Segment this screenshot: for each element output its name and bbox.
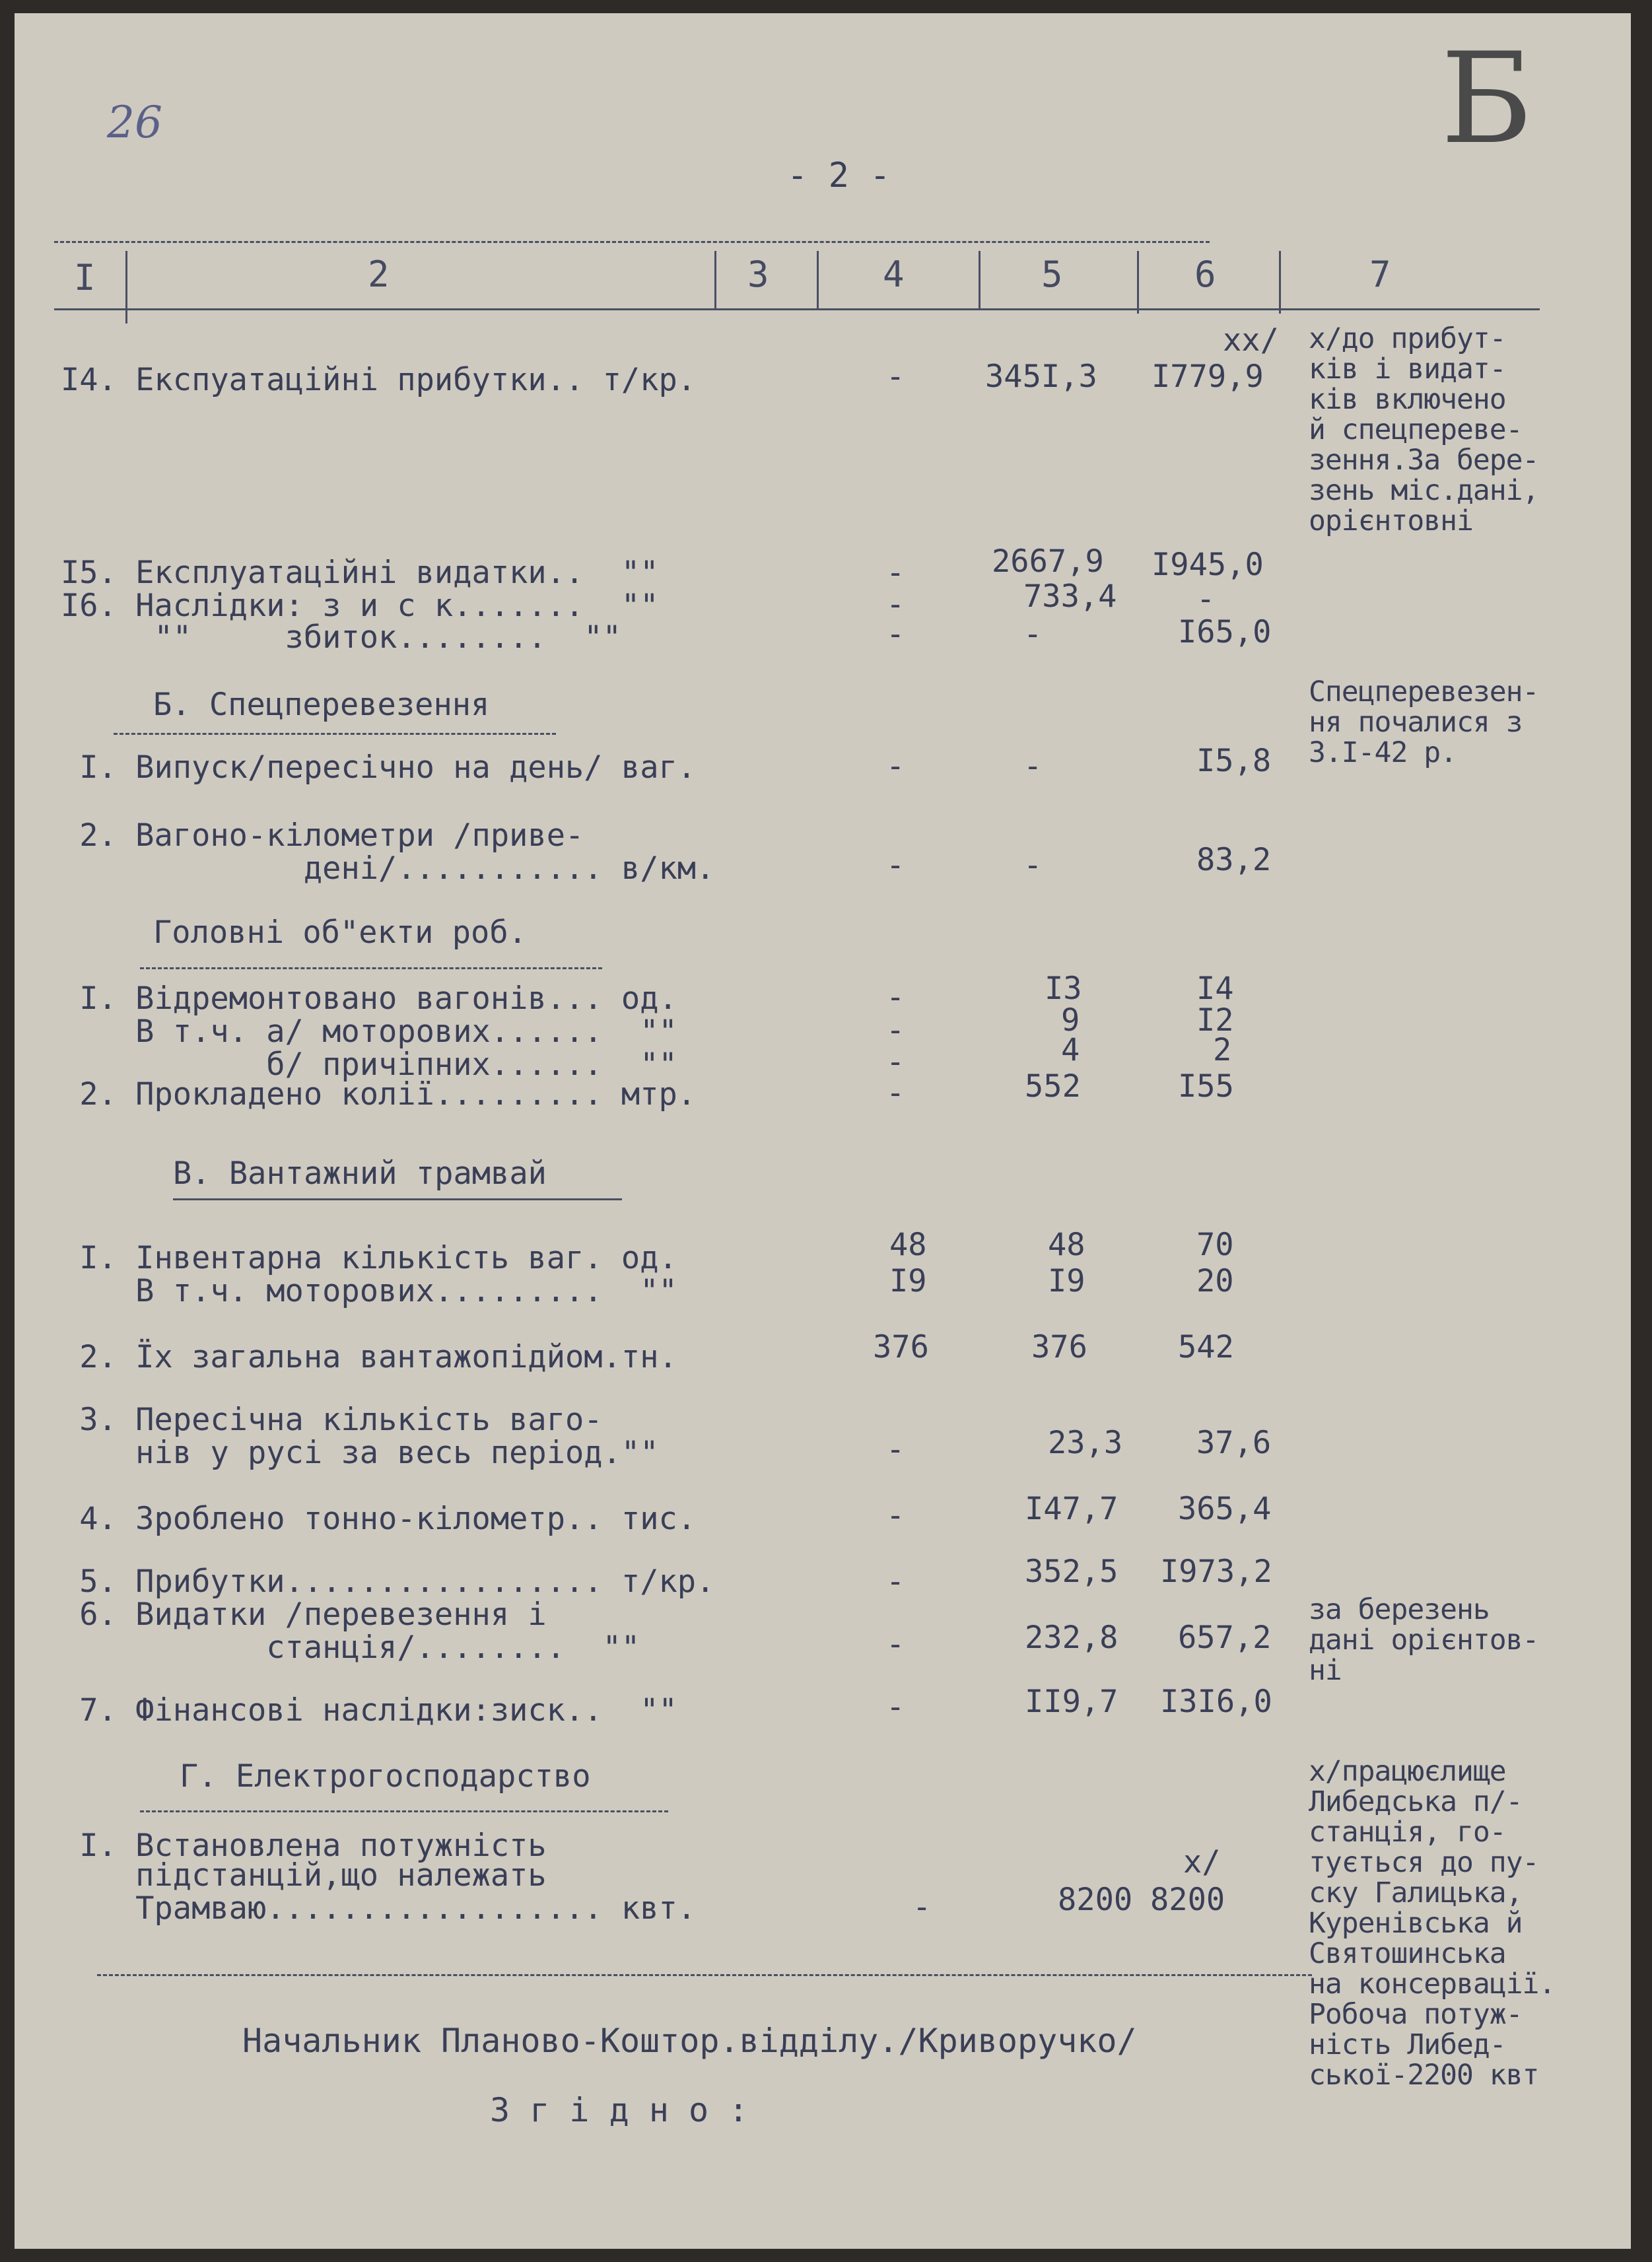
col-divider-4	[979, 251, 981, 310]
row-o2-label: 2. Прокладено колії......... мтр.	[61, 1076, 697, 1113]
row-o1a-col5: 9	[1061, 1002, 1080, 1039]
row-b1-col5: -	[1023, 748, 1043, 784]
row-g1-col6: 8200	[1150, 1882, 1225, 1918]
row-b1-label: I. Випуск/пересічно на день/ ваг.	[61, 749, 697, 786]
row-g1-col5: 8200	[1058, 1882, 1133, 1918]
row-v4-label: 4. Зроблено тонно-кілометр.. тис.	[61, 1501, 697, 1537]
row-g1-label-2: підстанцій,що належать	[61, 1857, 547, 1894]
row-v4-col6: 365,4	[1178, 1491, 1272, 1527]
row-o1-col5: I3	[1045, 971, 1082, 1007]
col-divider-5	[1137, 251, 1139, 314]
row-v2-label: 2. Їх загальна вантажопідйом.тн.	[61, 1339, 677, 1375]
row-v1a-col5: I9	[1048, 1263, 1085, 1299]
row-g1-col6-mark: x/	[1183, 1844, 1221, 1880]
row-16-label: I6. Наслідки: з и с к....... ""	[61, 588, 659, 624]
row-v3-col5: 23,3	[1048, 1425, 1123, 1461]
row-o1-col6: I4	[1196, 971, 1234, 1007]
row-v7-col6: I3I6,0	[1160, 1684, 1272, 1720]
row-15-label: I5. Експлуатаційні видатки.. ""	[61, 555, 659, 591]
section-b-underline	[114, 733, 556, 735]
row-16-col4: -	[886, 586, 905, 623]
col-header-1: I	[74, 257, 96, 298]
row-v5-col6: I973,2	[1160, 1554, 1272, 1590]
row-v1a-col6: 20	[1196, 1263, 1234, 1299]
row-v6-label-1: 6. Видатки /перевезення і	[61, 1596, 547, 1633]
row-16b-col4: -	[886, 616, 905, 652]
row-v2-col6: 542	[1178, 1329, 1234, 1365]
row-14-col6-mark: xx/	[1223, 322, 1279, 359]
header-top-rule	[54, 241, 1210, 243]
section-b-heading: Б. Спецперевезення	[153, 687, 490, 723]
main-objects-heading: Головні об"екти роб.	[153, 914, 527, 951]
row-b1-col4: -	[886, 748, 905, 784]
row-14-col6: I779,9	[1152, 359, 1264, 395]
row-v4-col4: -	[886, 1497, 905, 1534]
row-o2-col6: I55	[1178, 1068, 1234, 1105]
agreed-label: З г і д н о :	[490, 2091, 749, 2129]
row-14-col4: -	[886, 359, 905, 395]
row-o1b-col5: 4	[1061, 1032, 1080, 1068]
col-divider-2	[714, 251, 716, 310]
row-v5-col5: 352,5	[1025, 1554, 1119, 1590]
page-number: - 2 -	[787, 156, 891, 195]
row-v3-label-2: нів у русі за весь період.""	[61, 1435, 659, 1471]
row-o1b-col4: -	[886, 1044, 905, 1080]
row-14-label: I4. Експуатаційні прибутки.. т/кр.	[61, 362, 697, 398]
row-v1-col4: 48	[889, 1227, 927, 1263]
row-16-col6: -	[1196, 581, 1216, 617]
row-v6-col5: 232,8	[1025, 1620, 1119, 1656]
row-g1-col4: -	[912, 1889, 932, 1925]
row-o1a-label: В т.ч. а/ моторових...... ""	[61, 1013, 677, 1050]
section-g-underline	[140, 1810, 668, 1812]
row-v6-label-2: станція/........ ""	[61, 1629, 640, 1666]
row-v3-col6: 37,6	[1196, 1425, 1272, 1461]
main-objects-underline	[140, 967, 602, 969]
row-v1a-label: В т.ч. моторових......... ""	[61, 1273, 677, 1309]
row-14-note: x/до прибут- ків і видат- ків включено й спецпереве- зення.За бере- зень міс.дані, орієнтовні	[1309, 322, 1539, 537]
row-v7-col5: II9,7	[1025, 1684, 1119, 1720]
section-v-heading: В. Вантажний трамвай	[173, 1155, 547, 1192]
row-b2-label-1: 2. Вагоно-кілометри /приве-	[61, 817, 584, 854]
signature-line: Начальник Планово-Коштор.відділу./Криворучко/	[242, 2022, 1137, 2060]
row-o1b-label: б/ причіпних...... ""	[61, 1046, 677, 1083]
row-16b-col6: I65,0	[1178, 614, 1272, 650]
row-15-col4: -	[886, 555, 905, 591]
row-v4-col5: I47,7	[1025, 1491, 1119, 1527]
row-o2-col4: -	[886, 1075, 905, 1111]
row-o2-col5: 552	[1025, 1068, 1081, 1105]
header-bottom-rule	[54, 308, 1540, 310]
col-header-6: 6	[1194, 254, 1216, 295]
row-v1-label: I. Інвентарна кількість ваг. од.	[61, 1240, 677, 1276]
row-v3-label-1: 3. Пересічна кількість ваго-	[61, 1402, 603, 1438]
row-g1-label-3: Трамваю.................. квт.	[61, 1890, 697, 1927]
row-o1b-col6: 2	[1213, 1032, 1232, 1068]
row-15-col5: 2667,9	[992, 543, 1104, 580]
row-b2-col6: 83,2	[1196, 842, 1272, 878]
row-v2-col5: 376	[1031, 1329, 1087, 1365]
row-o1-label: I. Відремонтовано вагонів... од.	[61, 980, 677, 1017]
row-v3-col4: -	[886, 1431, 905, 1468]
section-g-note: x/працюєлище Либедська п/- станція, го- тується до пу- ску Галицька, Куренівська й Святошинська на консервації. Робоча потуж- ність Либед- ської-2200 квт	[1309, 1755, 1556, 2092]
document-page	[15, 13, 1631, 2249]
row-16b-label: "" збиток........ ""	[61, 619, 621, 656]
row-v7-label: 7. Фінансові наслідки:зиск.. ""	[61, 1692, 677, 1729]
row-v6-col4: -	[886, 1626, 905, 1662]
row-o1a-col6: I2	[1196, 1002, 1234, 1039]
col-header-7: 7	[1369, 254, 1391, 295]
row-v2-col4: 376	[873, 1329, 929, 1365]
col-header-2: 2	[368, 254, 390, 295]
row-b2-label-2: дені/........... в/км.	[61, 850, 715, 887]
row-b2-col4: -	[886, 847, 905, 883]
row-v6-col6: 657,2	[1178, 1620, 1272, 1656]
section-g-heading: Г. Електрогосподарство	[180, 1758, 591, 1795]
row-b2-col5: -	[1023, 847, 1043, 883]
col-header-4: 4	[883, 254, 905, 295]
section-b-note: Спецперевезен- ня почалися з 3.I-42 р.	[1309, 675, 1539, 769]
row-b1-col6: I5,8	[1196, 743, 1272, 779]
row-v7-col4: -	[886, 1689, 905, 1725]
row-15-col6: I945,0	[1152, 547, 1264, 583]
row-14-col5: 345I,3	[985, 359, 1097, 395]
row-g1-label-1: I. Встановлена потужність	[61, 1828, 547, 1864]
row-o1a-col4: -	[886, 1012, 905, 1048]
col-divider-1	[125, 251, 127, 324]
col-header-3: 3	[747, 254, 769, 295]
row-v6-note: за березень дані орієнтов- ні	[1309, 1593, 1539, 1687]
row-16b-col5: -	[1023, 616, 1043, 652]
corner-letter: Б	[1441, 26, 1533, 172]
handwritten-page-number: 26	[107, 97, 162, 148]
row-v5-col4: -	[886, 1563, 905, 1600]
col-divider-6	[1279, 251, 1281, 314]
row-16-col5: 733,4	[1023, 578, 1117, 615]
row-o1-col4: -	[886, 979, 905, 1015]
row-v1-col5: 48	[1048, 1227, 1085, 1263]
col-divider-3	[817, 251, 819, 310]
col-header-5: 5	[1041, 254, 1063, 295]
section-v-underline	[173, 1198, 622, 1200]
row-v1-col6: 70	[1196, 1227, 1234, 1263]
row-v5-label: 5. Прибутки................. т/кр.	[61, 1563, 715, 1600]
row-v1a-col4: I9	[889, 1263, 927, 1299]
table-bottom-rule	[97, 1974, 1312, 1976]
